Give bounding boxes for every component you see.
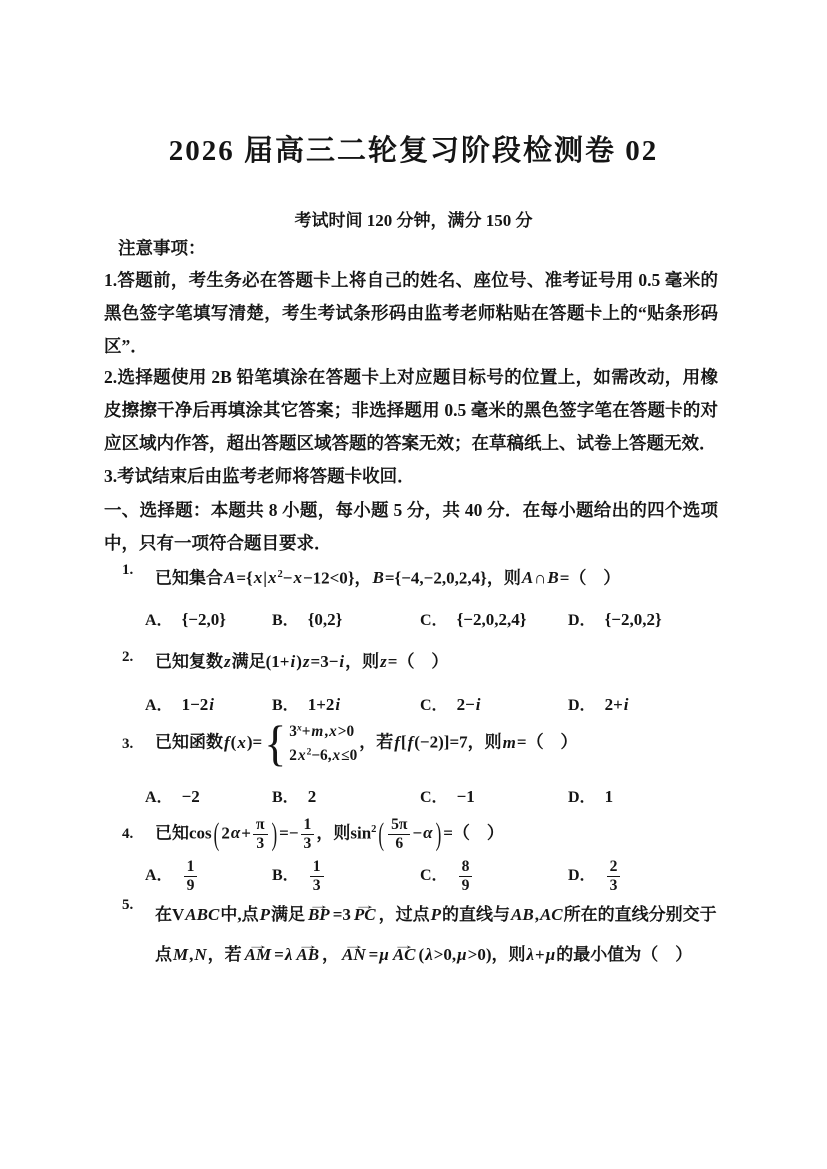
question-3-option-a [145, 782, 200, 813]
option-label: D． [568, 612, 596, 629]
text-segment: α [230, 823, 241, 843]
text-segment: 已知 [155, 823, 189, 843]
text-segment: i [475, 695, 481, 714]
text-segment: = [443, 823, 453, 843]
text-segment: 2 [277, 569, 283, 580]
question-5-number: 5. [122, 897, 134, 913]
text-segment: ( [418, 945, 425, 964]
option-label: C． [420, 612, 448, 629]
vector-AC: AC → [393, 935, 416, 975]
big-paren: ( [378, 816, 385, 852]
text-segment: , [189, 945, 194, 964]
text-segment: ， [354, 568, 372, 588]
text-segment: z [224, 652, 231, 671]
question-2-number: 2. [122, 649, 134, 665]
question-5 [104, 895, 728, 975]
text-segment: { [246, 568, 253, 588]
option-content [457, 858, 475, 894]
text-segment: | [263, 568, 267, 588]
text-segment: 的最小值为（ ） [556, 945, 693, 964]
text-segment: =7 [449, 732, 468, 752]
option-content [605, 858, 623, 894]
option-label: B． [272, 697, 299, 714]
text-segment: 满足 [231, 652, 266, 671]
text-segment: 2 [307, 787, 317, 806]
text-segment: − [282, 568, 293, 588]
text-segment: cos [189, 823, 212, 843]
option-content [605, 787, 614, 806]
vector-BP: BP → [308, 895, 330, 935]
option-content [182, 695, 215, 714]
option-label: A． [145, 789, 173, 806]
text-segment: f [394, 732, 400, 752]
option-content [457, 610, 527, 629]
option-label: B． [272, 612, 299, 629]
text-segment: 2 [371, 824, 377, 835]
text-segment: 2 [289, 746, 297, 764]
text-segment: 满足 [270, 905, 305, 924]
text-segment: M [173, 945, 189, 964]
fraction: $\frac{5\pi}{6}$ [388, 816, 410, 852]
section-heading: 一、选择题：本题共 8 小题，每小题 5 分，共 40 分．在每小题给出的四个选项中，只有一项符合题目要求． [104, 500, 718, 553]
text-segment: B [547, 568, 559, 588]
text-segment: = [274, 945, 284, 964]
text-segment: i [290, 652, 296, 671]
big-paren: ) [271, 816, 278, 852]
option-content [457, 787, 475, 806]
text-segment: {−2,0,2,4} [456, 610, 527, 629]
fraction: $\frac{\pi}{3}$ [253, 816, 268, 852]
cases-brace: { [264, 715, 287, 771]
big-paren: ( [213, 816, 220, 852]
text-segment: = [516, 732, 527, 752]
text-segment: B [372, 568, 384, 588]
text-segment: (−2) [414, 732, 444, 752]
option-content [457, 695, 482, 714]
text-segment: −12<0 [302, 568, 348, 588]
option-label: A． [145, 697, 173, 714]
text-segment: 2− [456, 695, 475, 714]
text-segment: 已知复数 [155, 652, 223, 671]
option-content [605, 695, 630, 714]
text-segment: ， [322, 945, 340, 964]
text-segment: α [423, 823, 433, 843]
text-segment: } [347, 568, 355, 588]
text-segment: x [267, 568, 277, 588]
text-segment: , [324, 723, 329, 740]
text-segment: λ [284, 945, 293, 964]
question-2-option-a [145, 690, 215, 721]
question-1-option-d [568, 605, 662, 636]
text-segment: AB [511, 905, 534, 924]
text-segment: x [296, 723, 302, 734]
cases-row [289, 720, 357, 744]
question-4-stem [155, 815, 728, 852]
text-segment: sin [350, 823, 372, 843]
text-segment: −2 [181, 787, 200, 806]
notice-item-2: 2.选择题使用 2B 铅笔填涂在答题卡上对应题目标号的位置上，如需改动，用橡皮擦擦干净后再填涂其它答案；非选择题用 0.5 毫米的黑色签字笔在答题卡的对应区域内作答，超出答题区域答题的答案无效；在草稿纸上、试卷上答题无效． [104, 367, 718, 453]
text-segment: f [224, 732, 230, 752]
question-4-option-a [145, 858, 199, 894]
notice-item-1: 1.答题前，考生务必在答题卡上将自己的姓名、座位号、准考证号用 0.5 毫米的黑色签字笔填写清楚，考生考试条形码由监考老师粘贴在答题卡上的“贴条形码区”． [104, 270, 718, 356]
text-segment: μ [457, 945, 467, 964]
vector-AM: AM → [245, 935, 271, 975]
cases-row [289, 744, 357, 768]
text-segment: −6, [311, 746, 332, 764]
text-segment: 1+2 [307, 695, 335, 714]
text-segment: 已知集合 [155, 568, 223, 588]
text-segment: 在 [155, 905, 172, 924]
text-segment: ] [443, 732, 450, 752]
question-1 [104, 560, 728, 593]
option-label: A． [145, 866, 173, 884]
text-segment: λ [425, 945, 433, 964]
question-1-option-c [420, 605, 526, 636]
text-segment: , [237, 905, 242, 924]
notice-heading: 注意事项： [118, 238, 206, 258]
text-segment: ，则 [486, 568, 521, 588]
text-segment: i [339, 652, 345, 671]
text-segment: ABC [185, 905, 220, 924]
text-segment: 若 [224, 945, 242, 964]
text-segment: =3− [310, 652, 339, 671]
text-segment: 中 [220, 905, 238, 924]
text-segment: N [194, 945, 207, 964]
question-1-option-b [272, 605, 342, 636]
question-3 [104, 715, 728, 771]
text-segment: ) [296, 652, 302, 671]
fraction: $\frac{1}{3}$ [310, 858, 324, 894]
text-segment: ∩ [534, 568, 547, 588]
text-segment: z [380, 652, 387, 671]
vector-PC: PC → [354, 895, 376, 935]
question-3-option-d [568, 782, 613, 813]
text-segment: A [521, 568, 534, 588]
question-5-stem [155, 895, 728, 975]
text-segment: （ ） [452, 823, 504, 843]
option-label: D． [568, 697, 596, 714]
text-segment: （ ） [397, 652, 449, 671]
text-segment: {0,2} [307, 610, 343, 629]
text-segment: 点 [241, 905, 259, 924]
text-segment: A [224, 568, 236, 588]
question-3-option-b [272, 782, 316, 813]
text-segment: =3 [332, 905, 351, 924]
text-segment: 的直线与 [442, 905, 510, 924]
text-segment: i [209, 695, 214, 714]
text-segment: 3 [289, 723, 297, 740]
text-segment: [ [400, 732, 407, 752]
option-label: D． [568, 789, 596, 806]
text-segment: = [387, 652, 398, 671]
page-title: 2026 届高三二轮复习阶段检测卷 02 [168, 135, 659, 167]
text-segment: 1 [604, 787, 614, 806]
option-label: B． [272, 866, 299, 884]
option-label: B． [272, 789, 299, 806]
text-segment: x [329, 723, 337, 740]
option-content [605, 610, 662, 629]
fraction: $\frac{8}{9}$ [459, 858, 473, 894]
option-content [182, 858, 200, 894]
text-segment: x [332, 746, 341, 764]
question-1-option-a [145, 605, 226, 636]
text-segment: ≤0 [341, 746, 358, 764]
text-segment: AC [539, 905, 563, 924]
option-content [308, 858, 326, 894]
text-segment: 已知函数 [155, 732, 223, 752]
text-segment: − [412, 823, 423, 843]
text-segment: ，则 [345, 652, 380, 671]
text-segment: {−2,0,2} [604, 610, 662, 629]
text-segment: ，过点 [378, 905, 430, 924]
text-segment: = [559, 568, 570, 588]
text-segment: ，则 [316, 823, 351, 843]
vector-AN: AN → [342, 935, 366, 975]
text-segment: i [623, 695, 629, 714]
text-segment: {−4,−2,0,2,4} [394, 568, 487, 588]
option-content [182, 610, 226, 629]
text-segment: 1−2 [181, 695, 209, 714]
text-segment: >0) [467, 945, 492, 964]
text-segment: 2 [221, 823, 230, 843]
question-2-option-c [420, 690, 481, 721]
question-1-number: 1. [122, 562, 134, 578]
text-segment: >0, [433, 945, 457, 964]
text-segment: z [302, 652, 310, 671]
notice-item-3: 3.考试结束后由监考老师将答题卡收回． [104, 466, 415, 486]
question-2-stem [155, 647, 728, 677]
text-segment: −1 [456, 787, 475, 806]
option-content [308, 610, 343, 629]
option-content [182, 787, 200, 806]
text-segment: 2+ [604, 695, 623, 714]
question-4-option-d [568, 858, 622, 894]
question-4-number: 4. [122, 826, 134, 843]
text-segment: {−2,0} [181, 610, 226, 629]
question-3-option-c [420, 782, 475, 813]
text-segment: m [311, 723, 324, 740]
text-segment: λ [526, 945, 535, 964]
text-segment: ( [230, 732, 237, 752]
text-segment: 所在的直线分别交于点 [155, 905, 717, 964]
text-segment: + [241, 823, 251, 843]
text-segment: （ ） [569, 568, 621, 588]
piecewise-function [264, 715, 358, 771]
option-label: C． [420, 866, 448, 884]
text-segment: ) [246, 732, 253, 752]
text-segment: = [384, 568, 395, 588]
text-segment: f [407, 732, 414, 752]
text-segment: ，若 [359, 732, 394, 752]
text-segment: m [502, 732, 516, 752]
text-segment: 2 [306, 747, 312, 758]
text-segment: ，则 [467, 732, 502, 752]
text-segment: （ ） [526, 732, 578, 752]
text-segment: = [252, 732, 263, 752]
text-segment: x [237, 732, 246, 752]
text-segment: ，则 [491, 945, 526, 964]
option-label: C． [420, 789, 448, 806]
vector-AB: AB → [296, 935, 319, 975]
exam-time-score-info: 考试时间 120 分钟，满分 150 分 [294, 211, 533, 230]
question-4-option-c [420, 858, 474, 894]
text-segment: μ [545, 945, 556, 964]
fraction: $\frac{1}{9}$ [184, 858, 198, 894]
question-1-stem [155, 560, 728, 593]
big-paren: ) [435, 816, 442, 852]
text-segment: =− [279, 823, 299, 843]
text-segment: (1+ [265, 652, 290, 671]
text-segment: + [301, 723, 311, 740]
text-segment: >0 [337, 723, 355, 740]
text-segment: P [259, 905, 270, 924]
question-2-option-d [568, 690, 629, 721]
text-segment: P [430, 905, 441, 924]
option-label: C． [420, 697, 448, 714]
text-segment: x [253, 568, 263, 588]
option-label: D． [568, 866, 596, 884]
text-segment: x [293, 568, 302, 588]
text-segment: ， [207, 945, 225, 964]
text-segment: V [172, 905, 185, 924]
option-label: A． [145, 612, 173, 629]
text-segment: + [535, 945, 545, 964]
text-segment: , [534, 905, 539, 924]
option-content [308, 695, 341, 714]
text-segment: x [297, 746, 306, 764]
question-3-number: 3. [122, 736, 134, 753]
fraction: $\frac{2}{3}$ [607, 858, 621, 894]
text-segment: μ [379, 945, 389, 964]
question-3-stem [155, 715, 728, 771]
text-segment: = [368, 945, 379, 964]
question-2 [104, 647, 728, 677]
question-4 [104, 815, 728, 852]
fraction: $\frac{1}{3}$ [301, 816, 315, 852]
text-segment: = [236, 568, 247, 588]
text-segment: i [335, 695, 341, 714]
option-content [308, 787, 317, 806]
